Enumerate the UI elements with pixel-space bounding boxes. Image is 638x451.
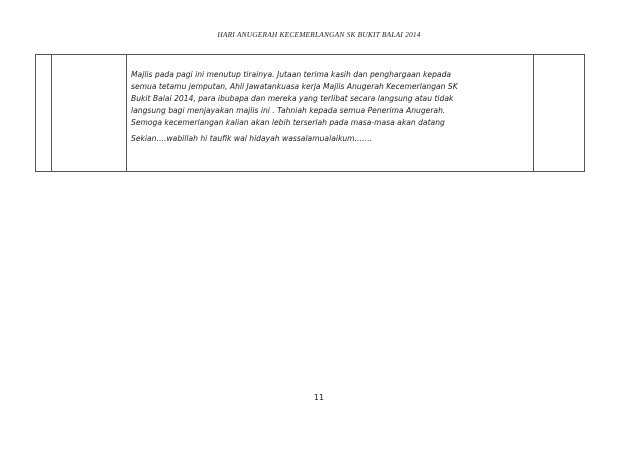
closing-line: Sekian….wabillah hi taufik wal hidayah wassalamualaikum……. [131,134,373,143]
text-line: langsung bagi menjayakan majlis ini . Tahniah kepada semua Penerima Anugerah. [131,106,446,115]
table [35,54,585,172]
column-divider [533,55,534,171]
column-divider [126,55,127,171]
text-line: semua tetamu jemputan, Ahli Jawatankuasa kerja Majlis Anugerah Kecemerlangan SK [131,82,458,91]
text-line: Majlis pada pagi ini menutup tirainya. Jutaan terima kasih dan penghargaan kepada [131,70,452,79]
column-divider [51,55,52,171]
closing-remarks-cell [131,69,526,145]
text-line: Semoga kecemerlangan kalian akan lebih terserlah pada masa-masa akan datang [131,118,445,127]
text-line: Bukit Balai 2014, para ibubapa dan mereka yang terlibat secara langsung atau tidak [131,94,454,103]
page-header: HARI ANUGERAH KECEMERLANGAN SK BUKIT BALAI 2014 [217,30,421,39]
page-number: 11 [313,393,325,402]
